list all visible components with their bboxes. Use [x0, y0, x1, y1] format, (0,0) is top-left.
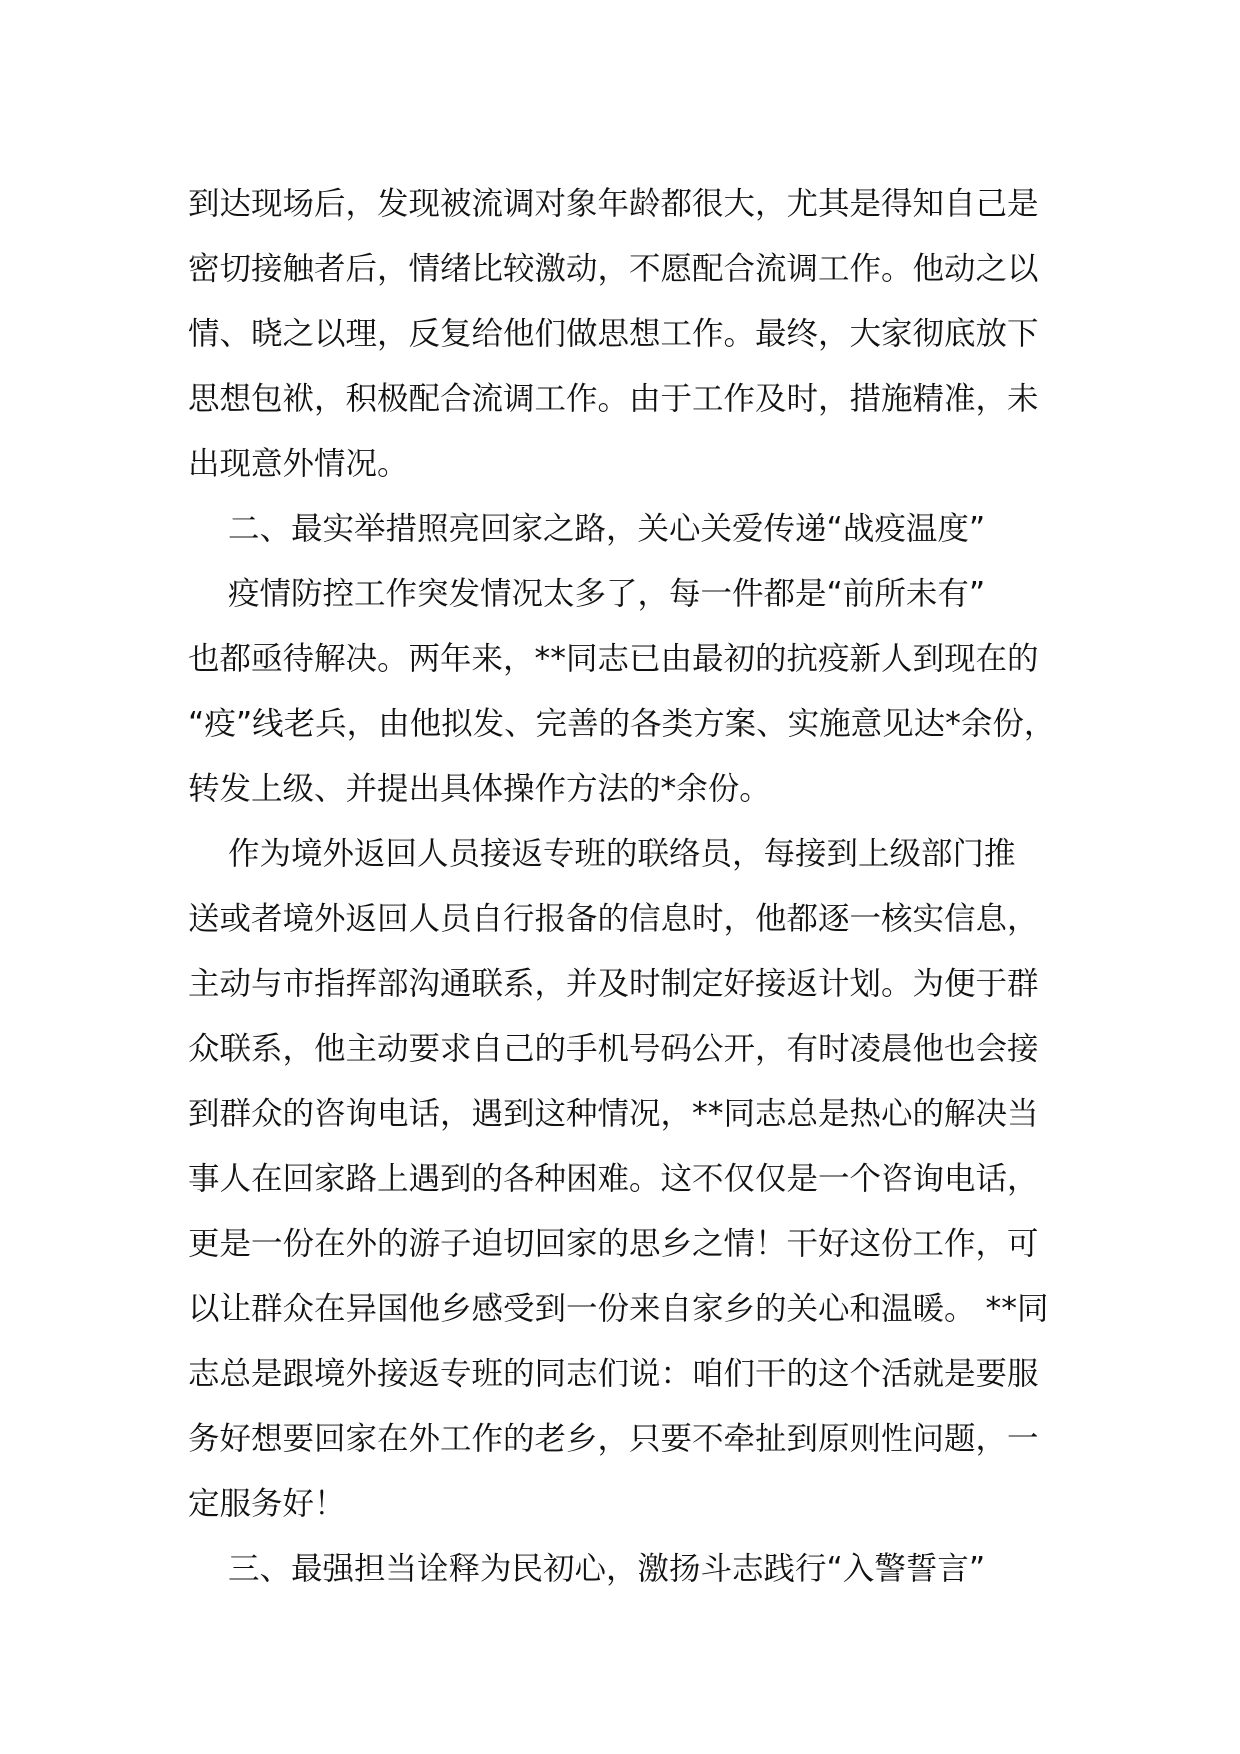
body-text-line: 更是一份在外的游子迫切回家的思乡之情！干好这份工作，可	[188, 1226, 1039, 1262]
body-text-line: 以让群众在异国他乡感受到一份来自家乡的关心和温暖。 **同	[188, 1291, 1049, 1327]
section-heading-2: 二、最实举措照亮回家之路，关心关爱传递“战疫温度”	[188, 511, 986, 547]
body-text-line: 到群众的咨询电话，遇到这种情况，**同志总是热心的解决当	[188, 1096, 1039, 1132]
body-text-line: 送或者境外返回人员自行报备的信息时，他都逐一核实信息，	[188, 901, 1039, 937]
body-text-line: 情、晓之以理，反复给他们做思想工作。最终，大家彻底放下	[188, 316, 1039, 352]
body-text-line: 事人在回家路上遇到的各种困难。这不仅仅是一个咨询电话，	[188, 1161, 1039, 1197]
body-text-line: 出现意外情况。	[188, 446, 409, 482]
body-text-line: 众联系，他主动要求自己的手机号码公开，有时凌晨他也会接	[188, 1031, 1039, 1067]
section-heading-3: 三、最强担当诠释为民初心，激扬斗志践行“入警誓言”	[188, 1551, 986, 1587]
body-text-line: 务好想要回家在外工作的老乡，只要不牵扯到原则性问题，一	[188, 1421, 1039, 1457]
body-text-line: “疫”线老兵，由他拟发、完善的各类方案、实施意见达*余份，	[188, 706, 1056, 742]
body-text-line: 也都亟待解决。两年来，**同志已由最初的抗疫新人到现在的	[188, 641, 1039, 677]
body-text-line: 到达现场后，发现被流调对象年龄都很大，尤其是得知自己是	[188, 186, 1039, 222]
body-text-line: 志总是跟境外接返专班的同志们说：咱们干的这个活就是要服	[188, 1356, 1039, 1392]
body-text-line: 转发上级、并提出具体操作方法的*余份。	[188, 771, 771, 807]
body-text-line: 密切接触者后，情绪比较激动，不愿配合流调工作。他动之以	[188, 251, 1039, 287]
document-body	[188, 172, 1088, 1602]
body-text-line: 作为境外返回人员接返专班的联络员，每接到上级部门推	[188, 836, 1016, 872]
body-text-line: 思想包袱，积极配合流调工作。由于工作及时，措施精准，未	[188, 381, 1039, 417]
body-text-line: 疫情防控工作突发情况太多了，每一件都是“前所未有”	[188, 576, 986, 612]
body-text-line: 主动与市指挥部沟通联系，并及时制定好接返计划。为便于群	[188, 966, 1039, 1002]
body-text-line: 定服务好！	[188, 1486, 346, 1522]
